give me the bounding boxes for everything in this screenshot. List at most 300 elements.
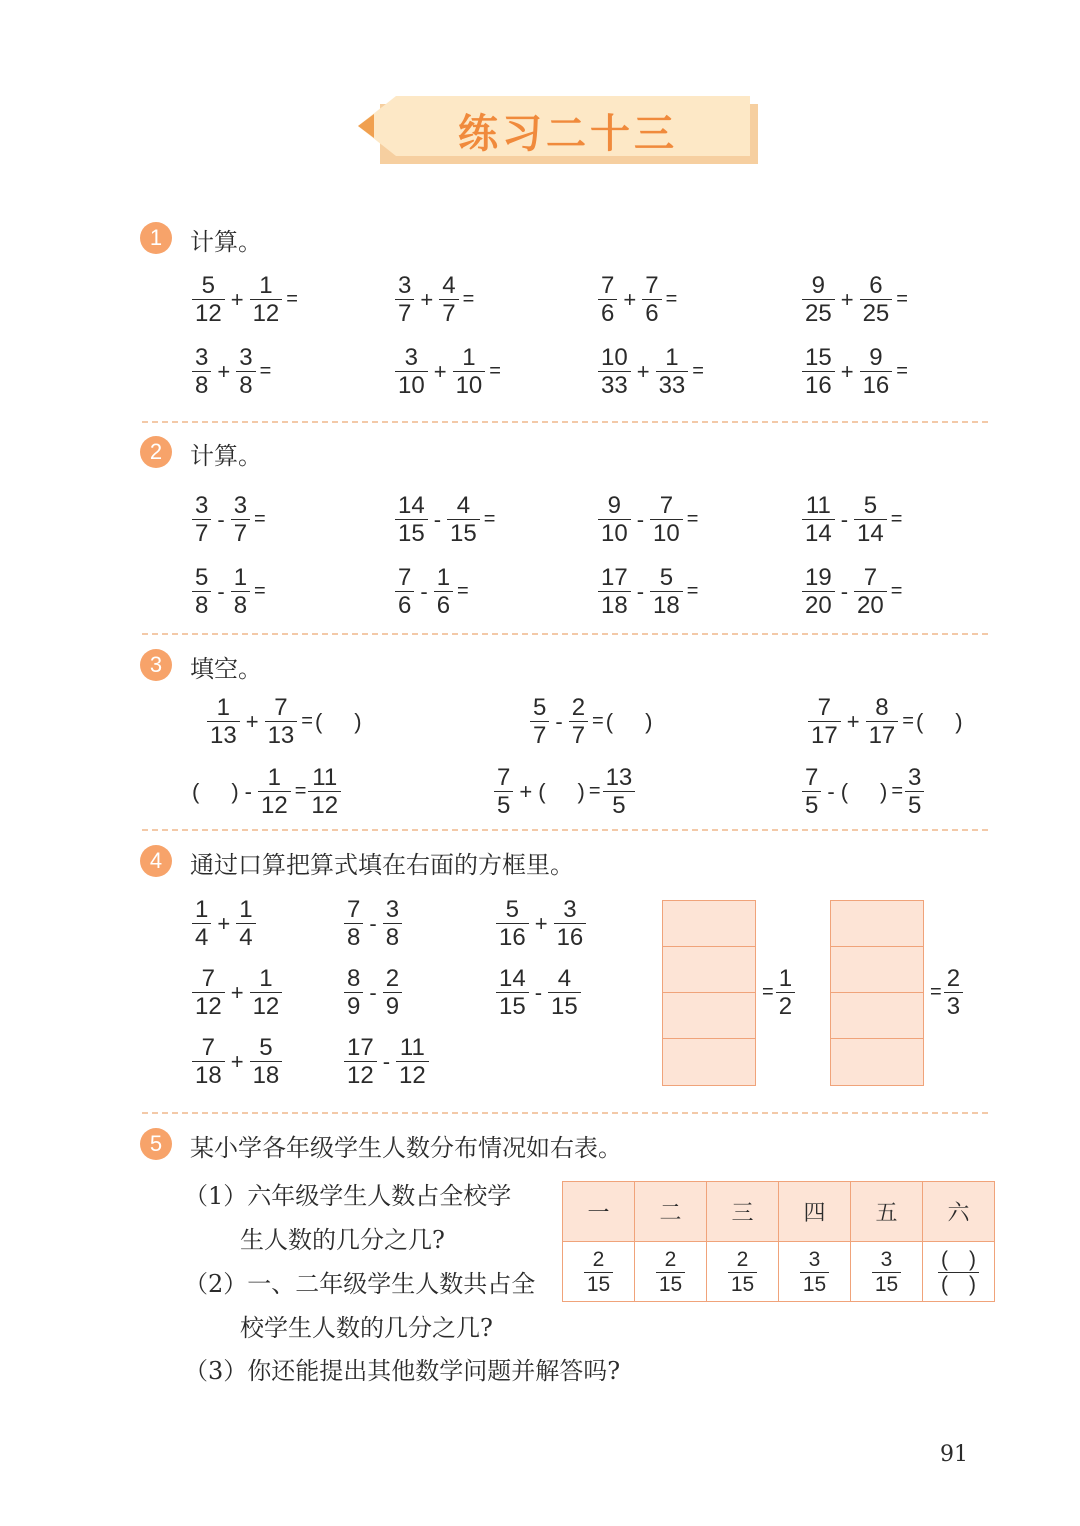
operator-sign: - bbox=[244, 778, 252, 804]
equals-sign: = bbox=[902, 710, 914, 732]
denominator: 12 bbox=[195, 993, 222, 1020]
numerator: 3 bbox=[195, 344, 209, 371]
expression bbox=[492, 764, 637, 819]
denominator: 7 bbox=[571, 722, 586, 749]
numerator: 7 bbox=[497, 764, 511, 791]
operator-sign: - bbox=[840, 578, 849, 604]
fraction bbox=[802, 492, 835, 547]
answer-box[interactable] bbox=[663, 901, 755, 947]
fraction bbox=[728, 1248, 757, 1297]
numerator: 7 bbox=[645, 272, 659, 299]
denominator: 10 bbox=[455, 372, 483, 399]
denominator: 8 bbox=[239, 372, 253, 399]
numerator: 1 bbox=[436, 564, 451, 591]
operator-sign: + bbox=[433, 358, 447, 384]
target-half bbox=[760, 965, 797, 1020]
right-paren: ) bbox=[354, 708, 362, 734]
numerator: 2 bbox=[592, 1248, 605, 1271]
denominator: 14 bbox=[857, 520, 884, 547]
fraction bbox=[395, 344, 428, 399]
numerator: 3 bbox=[239, 344, 253, 371]
fraction bbox=[598, 492, 631, 547]
right-paren: ) bbox=[577, 778, 585, 804]
denominator: 3 bbox=[946, 993, 961, 1020]
equals-sign: = bbox=[592, 710, 604, 732]
numerator: 5 bbox=[201, 272, 216, 299]
expression bbox=[393, 272, 474, 327]
numerator: 4 bbox=[557, 965, 572, 992]
numerator: 4 bbox=[456, 492, 471, 519]
operator-sign: - bbox=[382, 1048, 391, 1074]
operator-sign: - bbox=[555, 708, 563, 734]
equals-sign: = bbox=[286, 288, 298, 310]
expression bbox=[800, 344, 908, 399]
table-cell bbox=[779, 1242, 851, 1302]
expression bbox=[596, 272, 677, 327]
denominator: 4 bbox=[195, 924, 209, 951]
numerator: 3 bbox=[385, 896, 400, 923]
denominator: 13 bbox=[210, 722, 237, 749]
fraction bbox=[598, 272, 617, 327]
denominator: 12 bbox=[260, 792, 288, 819]
numerator: 7 bbox=[805, 764, 819, 791]
fraction bbox=[866, 694, 899, 749]
fraction bbox=[250, 965, 283, 1020]
target-two-thirds bbox=[928, 965, 965, 1020]
denominator: 17 bbox=[811, 722, 838, 749]
operator-sign: - bbox=[636, 578, 645, 604]
section-number-1: 1 bbox=[140, 222, 172, 254]
divider bbox=[142, 421, 988, 423]
expression bbox=[205, 694, 364, 749]
table-row bbox=[563, 1242, 995, 1302]
operator-sign: - bbox=[369, 910, 377, 936]
operator-sign: + bbox=[217, 358, 231, 384]
table-header-cell: 六 bbox=[923, 1182, 995, 1242]
operator-sign: + bbox=[623, 286, 637, 312]
numerator: 7 bbox=[601, 272, 615, 299]
fraction bbox=[192, 272, 225, 327]
fraction bbox=[808, 694, 841, 749]
denominator: 15 bbox=[658, 1273, 683, 1296]
fraction bbox=[650, 492, 683, 547]
expression bbox=[800, 564, 902, 619]
numerator: 6 bbox=[869, 272, 883, 299]
right-paren: ) bbox=[645, 708, 653, 734]
operator-sign: - bbox=[840, 506, 849, 532]
equals-sign: = bbox=[254, 580, 266, 602]
fraction[interactable] bbox=[938, 1248, 979, 1297]
answer-blank[interactable] bbox=[916, 709, 963, 735]
operator-sign: + bbox=[519, 778, 533, 804]
table-cell-blank[interactable] bbox=[923, 1242, 995, 1302]
table-header-cell: 二 bbox=[635, 1182, 707, 1242]
denominator: 8 bbox=[233, 592, 248, 619]
fraction bbox=[776, 965, 795, 1020]
numerator: 1 bbox=[259, 965, 273, 992]
question-1-line-1: （1）六年级学生人数占全校学 bbox=[184, 1182, 512, 1210]
numerator: 2 bbox=[946, 965, 961, 992]
draggable-expression[interactable] bbox=[190, 896, 258, 951]
numerator: 1 bbox=[239, 896, 253, 923]
denominator: 10 bbox=[601, 520, 628, 547]
fraction bbox=[250, 272, 283, 327]
denominator: 15 bbox=[586, 1273, 611, 1296]
expression bbox=[190, 764, 343, 819]
numerator: 11 bbox=[312, 764, 338, 791]
numerator: 17 bbox=[347, 1034, 374, 1061]
denominator: 5 bbox=[497, 792, 511, 819]
equals-sign: = bbox=[457, 580, 469, 602]
denominator: 33 bbox=[601, 372, 628, 399]
denominator: 15 bbox=[802, 1273, 827, 1296]
denominator: 16 bbox=[499, 924, 526, 951]
divider bbox=[142, 633, 988, 635]
numerator: 2 bbox=[736, 1248, 749, 1271]
answer-blank[interactable] bbox=[315, 709, 362, 735]
right-paren: ) bbox=[955, 708, 963, 734]
fraction bbox=[854, 564, 887, 619]
expression bbox=[806, 694, 965, 749]
fraction bbox=[872, 1248, 901, 1297]
answer-box[interactable] bbox=[831, 901, 923, 947]
numerator: 7 bbox=[863, 564, 878, 591]
fraction bbox=[802, 344, 835, 399]
operator-sign: - bbox=[827, 778, 835, 804]
fraction bbox=[344, 1034, 377, 1089]
operator-sign: + bbox=[230, 286, 244, 312]
fraction bbox=[192, 896, 211, 951]
denominator: 13 bbox=[267, 722, 295, 749]
denominator: 4 bbox=[239, 924, 253, 951]
page-title: 练习二十三 bbox=[458, 110, 678, 157]
question-3: （3）你还能提出其他数学问题并解答吗? bbox=[184, 1357, 621, 1385]
denominator: 18 bbox=[653, 592, 680, 619]
operator-sign: - bbox=[369, 979, 377, 1005]
operator-sign: + bbox=[420, 286, 434, 312]
table-header-cell: 四 bbox=[779, 1182, 851, 1242]
operator-sign: + bbox=[217, 910, 231, 936]
operator-sign: + bbox=[840, 286, 854, 312]
operator-sign: + bbox=[245, 708, 259, 734]
denominator-blank[interactable]: ( ) bbox=[941, 1273, 976, 1296]
fraction bbox=[854, 492, 887, 547]
denominator: 18 bbox=[195, 1062, 222, 1089]
left-paren: ( bbox=[840, 778, 849, 804]
table-cell bbox=[563, 1242, 635, 1302]
denominator: 16 bbox=[805, 372, 832, 399]
numerator: 5 bbox=[863, 492, 878, 519]
denominator: 16 bbox=[556, 924, 584, 951]
fraction bbox=[598, 564, 631, 619]
divider bbox=[142, 829, 988, 831]
left-paren: ( bbox=[605, 708, 614, 734]
fraction bbox=[554, 896, 587, 951]
denominator: 5 bbox=[908, 792, 922, 819]
numerator: 7 bbox=[347, 896, 361, 923]
operator-sign: + bbox=[840, 358, 854, 384]
draggable-expression[interactable] bbox=[190, 1034, 284, 1089]
fraction bbox=[453, 344, 486, 399]
numerator: 1 bbox=[233, 564, 248, 591]
section-title-1: 计算。 bbox=[190, 228, 262, 256]
denominator: 20 bbox=[857, 592, 884, 619]
fraction bbox=[192, 344, 211, 399]
fraction bbox=[439, 272, 458, 327]
fraction bbox=[236, 896, 255, 951]
fraction bbox=[530, 694, 549, 749]
table-cell bbox=[635, 1242, 707, 1302]
draggable-expression[interactable] bbox=[342, 965, 404, 1020]
denominator: 15 bbox=[398, 520, 425, 547]
answer-blank[interactable] bbox=[538, 779, 585, 805]
fraction bbox=[800, 1248, 829, 1297]
expression bbox=[190, 492, 266, 547]
numerator: 1 bbox=[195, 896, 209, 923]
answer-box-column-1[interactable] bbox=[662, 900, 756, 1086]
fraction bbox=[496, 896, 529, 951]
equals-sign: = bbox=[462, 288, 475, 310]
answer-blank[interactable] bbox=[841, 779, 888, 805]
numerator: 2 bbox=[385, 965, 400, 992]
operator-sign: + bbox=[846, 708, 860, 734]
numerator: 11 bbox=[805, 492, 831, 519]
numerator: 9 bbox=[811, 272, 826, 299]
numerator: 1 bbox=[778, 965, 793, 992]
numerator: 3 bbox=[398, 272, 412, 299]
denominator: 2 bbox=[778, 993, 793, 1020]
denominator: 14 bbox=[805, 520, 832, 547]
fraction bbox=[383, 965, 402, 1020]
fraction bbox=[905, 764, 924, 819]
numerator: 3 bbox=[880, 1248, 893, 1271]
fraction bbox=[396, 1034, 429, 1089]
denominator: 18 bbox=[601, 592, 628, 619]
numerator: 13 bbox=[605, 764, 633, 791]
fraction bbox=[395, 272, 414, 327]
numerator: 5 bbox=[195, 564, 209, 591]
denominator: 12 bbox=[347, 1062, 374, 1089]
fraction bbox=[258, 764, 291, 819]
denominator: 10 bbox=[398, 372, 425, 399]
equals-sign: = bbox=[896, 360, 908, 382]
numerator-blank[interactable]: ( ) bbox=[941, 1248, 976, 1271]
fraction bbox=[231, 564, 250, 619]
fraction bbox=[656, 1248, 685, 1297]
numerator: 9 bbox=[869, 344, 883, 371]
equals-sign: = bbox=[692, 360, 704, 382]
table-header-cell: 一 bbox=[563, 1182, 635, 1242]
numerator: 1 bbox=[462, 344, 476, 371]
numerator: 7 bbox=[201, 965, 216, 992]
answer-box[interactable] bbox=[831, 993, 923, 1039]
fraction bbox=[192, 965, 225, 1020]
fraction bbox=[860, 344, 893, 399]
denominator: 8 bbox=[347, 924, 361, 951]
banner-arrow-icon bbox=[358, 114, 374, 138]
fraction bbox=[344, 896, 363, 951]
expression bbox=[190, 564, 266, 619]
fraction bbox=[383, 896, 402, 951]
expression bbox=[596, 492, 698, 547]
numerator: 1 bbox=[267, 764, 282, 791]
fraction bbox=[603, 764, 636, 819]
denominator: 6 bbox=[645, 300, 659, 327]
denominator: 15 bbox=[450, 520, 477, 547]
fraction bbox=[656, 344, 689, 399]
answer-box[interactable] bbox=[663, 993, 755, 1039]
left-paren: ( bbox=[915, 708, 924, 734]
equals-sign: = bbox=[890, 508, 903, 530]
operator-sign: + bbox=[636, 358, 650, 384]
denominator: 12 bbox=[399, 1062, 426, 1089]
operator-sign: - bbox=[636, 506, 645, 532]
expression bbox=[596, 344, 704, 399]
fraction bbox=[231, 492, 250, 547]
expression bbox=[596, 564, 698, 619]
answer-blank[interactable] bbox=[606, 709, 653, 735]
denominator: 6 bbox=[398, 592, 412, 619]
expression bbox=[528, 694, 654, 749]
question-1-line-2: 生人数的几分之几? bbox=[240, 1226, 445, 1254]
denominator: 12 bbox=[252, 300, 280, 327]
table-cell bbox=[707, 1242, 779, 1302]
equals-sign: = bbox=[588, 780, 601, 802]
right-paren: ) bbox=[231, 778, 239, 804]
operator-sign: - bbox=[217, 578, 225, 604]
fraction bbox=[192, 1034, 225, 1089]
fraction bbox=[548, 965, 581, 1020]
equals-sign: = bbox=[294, 780, 307, 802]
expression bbox=[190, 272, 298, 327]
equals-sign: = bbox=[483, 508, 496, 530]
denominator: 18 bbox=[252, 1062, 280, 1089]
fraction bbox=[496, 965, 529, 1020]
numerator: 5 bbox=[505, 896, 520, 923]
answer-box[interactable] bbox=[831, 1039, 923, 1084]
denominator: 7 bbox=[233, 520, 248, 547]
section-title-4: 通过口算把算式填在右面的方框里。 bbox=[190, 851, 574, 879]
table-header-cell: 三 bbox=[707, 1182, 779, 1242]
numerator: 14 bbox=[398, 492, 425, 519]
divider bbox=[142, 1112, 988, 1114]
numerator: 15 bbox=[805, 344, 832, 371]
fraction bbox=[395, 564, 414, 619]
operator-sign: + bbox=[230, 979, 244, 1005]
equals-sign: = bbox=[930, 981, 942, 1003]
denominator: 7 bbox=[442, 300, 456, 327]
title-banner bbox=[358, 96, 758, 166]
denominator: 12 bbox=[252, 993, 280, 1020]
denominator: 5 bbox=[612, 792, 626, 819]
equals-sign: = bbox=[259, 360, 272, 382]
denominator: 16 bbox=[862, 372, 890, 399]
fraction bbox=[192, 564, 211, 619]
fraction bbox=[434, 564, 453, 619]
fraction bbox=[265, 694, 298, 749]
numerator: 7 bbox=[659, 492, 674, 519]
draggable-expression[interactable] bbox=[342, 896, 404, 951]
section-number-4: 4 bbox=[140, 845, 172, 877]
fraction bbox=[192, 492, 211, 547]
section-title-5: 某小学各年级学生人数分布情况如右表。 bbox=[190, 1134, 622, 1162]
section-title-2: 计算。 bbox=[190, 442, 262, 470]
section-title-3: 填空。 bbox=[190, 655, 262, 683]
fraction bbox=[802, 272, 835, 327]
denominator: 25 bbox=[862, 300, 890, 327]
numerator: 7 bbox=[201, 1034, 216, 1061]
draggable-expression[interactable] bbox=[342, 1034, 431, 1089]
numerator: 1 bbox=[259, 272, 273, 299]
left-paren: ( bbox=[538, 778, 546, 804]
operator-sign: - bbox=[534, 979, 543, 1005]
table-header-row bbox=[563, 1182, 995, 1242]
denominator: 9 bbox=[385, 993, 400, 1020]
fraction bbox=[802, 564, 835, 619]
denominator: 33 bbox=[658, 372, 686, 399]
fraction bbox=[395, 492, 428, 547]
equals-sign: = bbox=[896, 288, 908, 310]
numerator: 7 bbox=[398, 564, 412, 591]
denominator: 6 bbox=[436, 592, 451, 619]
denominator: 12 bbox=[195, 300, 222, 327]
table-cell bbox=[851, 1242, 923, 1302]
answer-box-column-2[interactable] bbox=[830, 900, 924, 1086]
denominator: 15 bbox=[730, 1273, 755, 1296]
numerator: 3 bbox=[808, 1248, 821, 1271]
fraction bbox=[344, 965, 363, 1020]
fraction bbox=[308, 764, 341, 819]
fraction bbox=[447, 492, 480, 547]
numerator: 17 bbox=[601, 564, 628, 591]
table-header-cell: 五 bbox=[851, 1182, 923, 1242]
fraction bbox=[569, 694, 588, 749]
numerator: 5 bbox=[259, 1034, 273, 1061]
operator-sign: + bbox=[534, 910, 548, 936]
numerator: 1 bbox=[216, 694, 231, 721]
operator-sign: + bbox=[230, 1048, 244, 1074]
denominator: 9 bbox=[347, 993, 361, 1020]
draggable-expression[interactable] bbox=[494, 965, 583, 1020]
answer-blank[interactable] bbox=[192, 779, 239, 805]
equals-sign: = bbox=[686, 580, 699, 602]
fraction bbox=[236, 344, 255, 399]
answer-box[interactable] bbox=[663, 947, 755, 993]
numerator: 3 bbox=[908, 764, 922, 791]
equals-sign: = bbox=[762, 981, 774, 1003]
denominator: 15 bbox=[551, 993, 578, 1020]
fraction bbox=[860, 272, 893, 327]
answer-box[interactable] bbox=[663, 1039, 755, 1084]
expression bbox=[393, 492, 495, 547]
denominator: 7 bbox=[195, 520, 209, 547]
expression bbox=[190, 344, 271, 399]
numerator: 3 bbox=[233, 492, 248, 519]
denominator: 6 bbox=[601, 300, 615, 327]
numerator: 1 bbox=[665, 344, 679, 371]
fraction bbox=[802, 764, 821, 819]
numerator: 7 bbox=[274, 694, 288, 721]
fraction bbox=[494, 764, 513, 819]
draggable-expression[interactable] bbox=[494, 896, 588, 951]
question-2-line-2: 校学生人数的几分之几? bbox=[240, 1314, 493, 1342]
equals-sign: = bbox=[891, 780, 904, 802]
answer-box[interactable] bbox=[831, 947, 923, 993]
numerator: 8 bbox=[347, 965, 361, 992]
draggable-expression[interactable] bbox=[190, 965, 284, 1020]
denominator: 15 bbox=[499, 993, 526, 1020]
numerator: 19 bbox=[805, 564, 832, 591]
